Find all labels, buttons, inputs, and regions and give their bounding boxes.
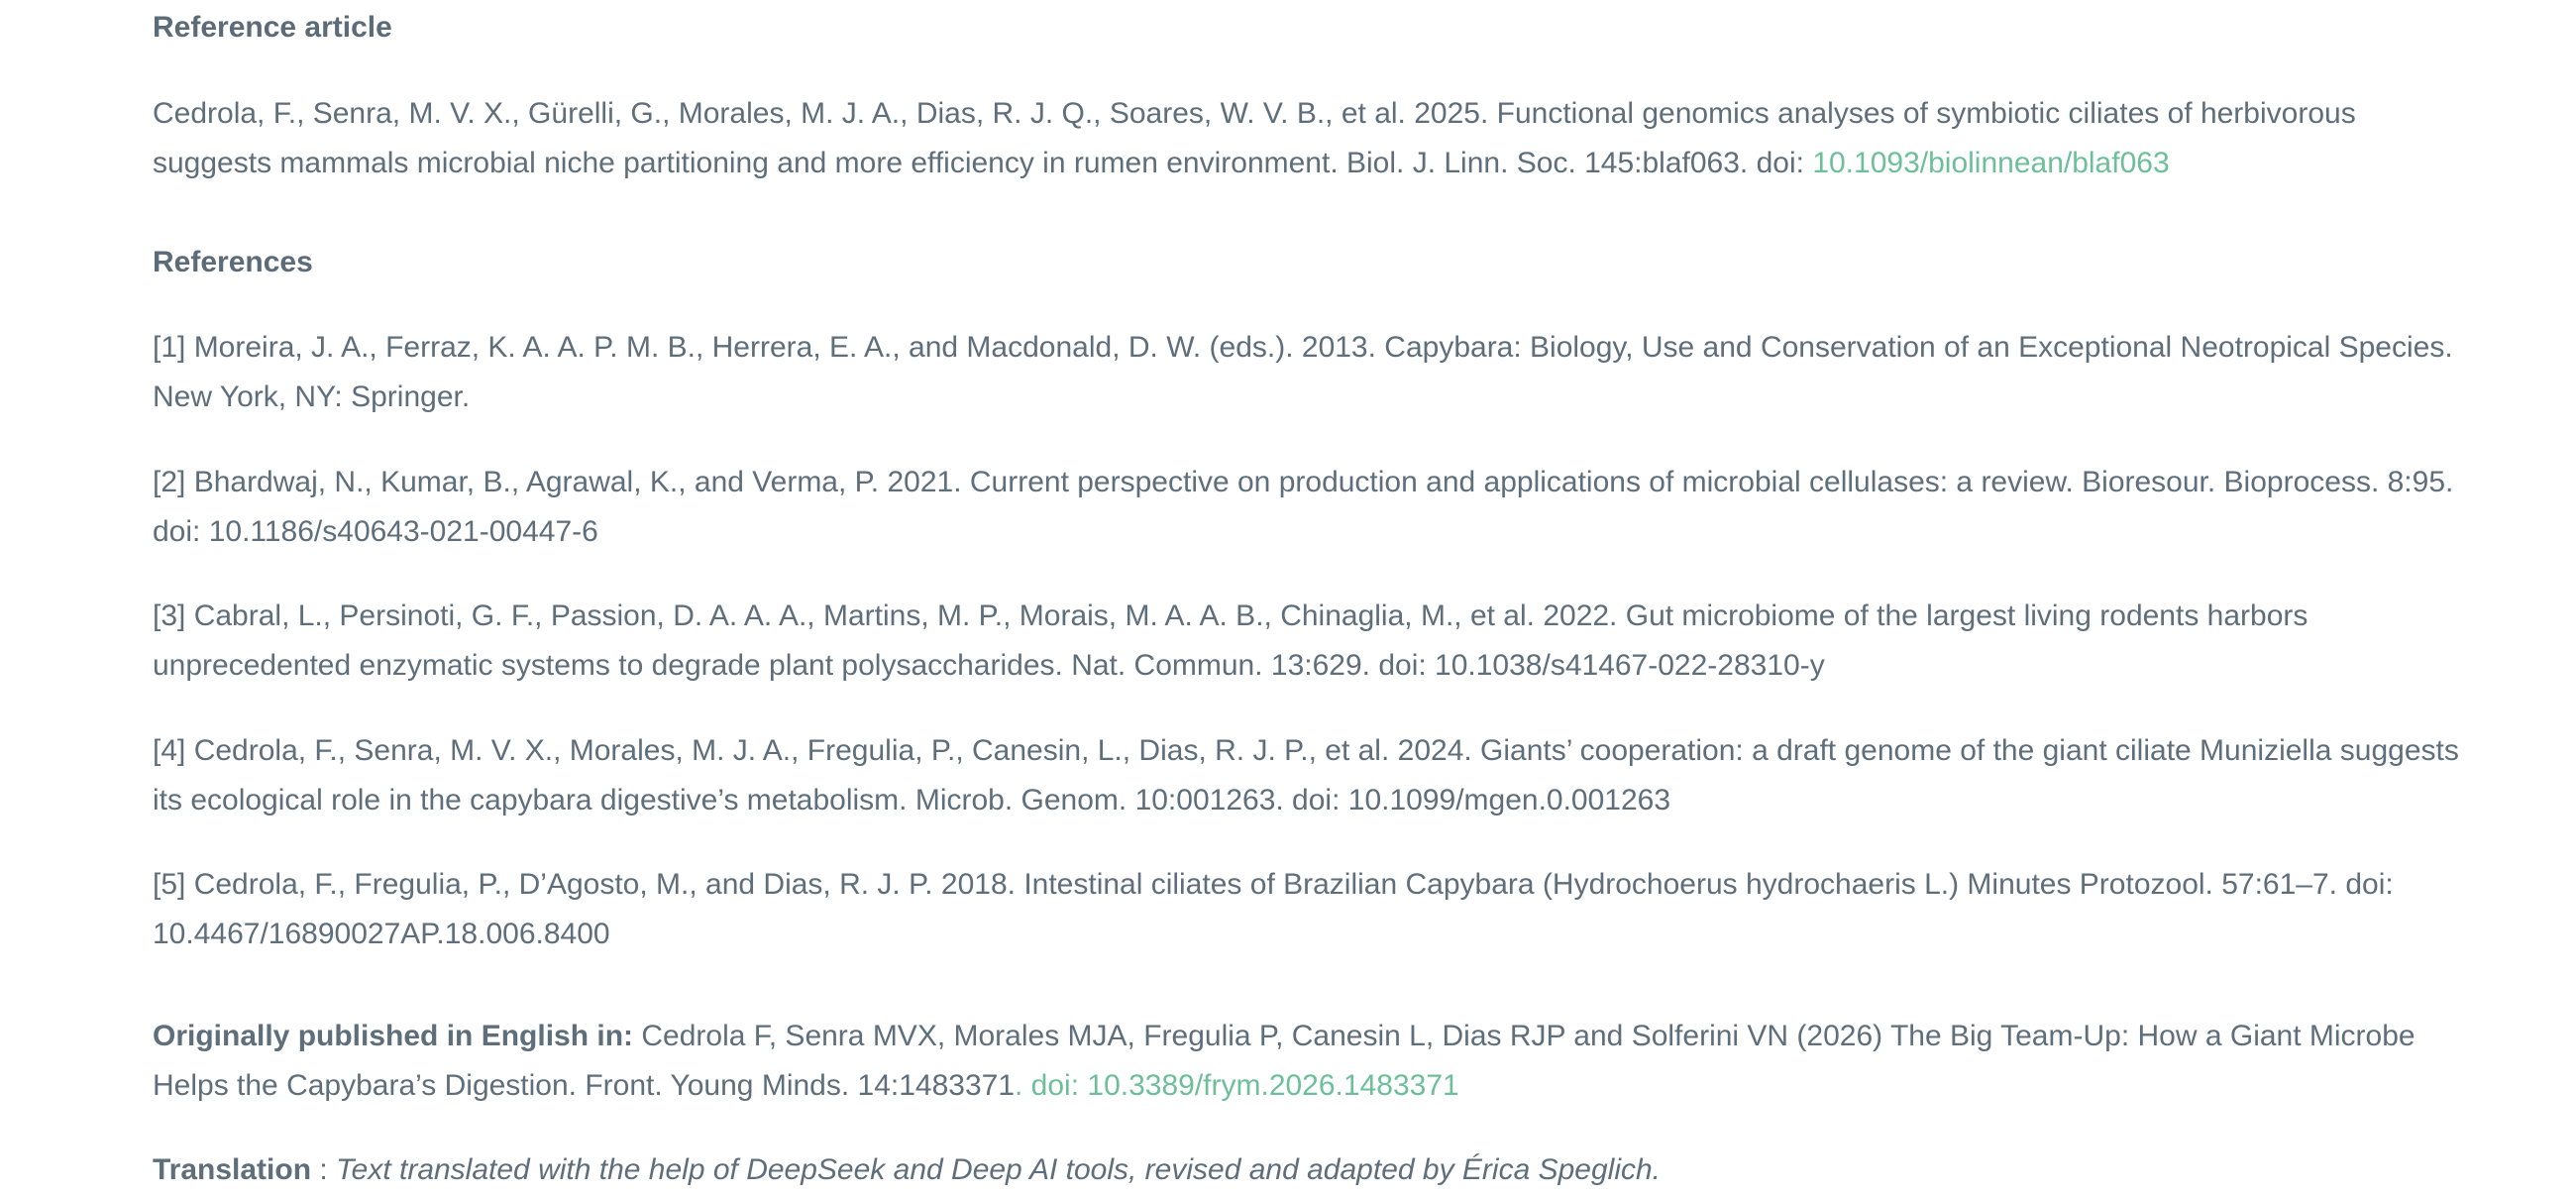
- originally-published-doi-link[interactable]: . doi: 10.3389/frym.2026.1483371: [1015, 1069, 1459, 1102]
- reference-article-heading: Reference article: [153, 11, 392, 44]
- translation-note: [153, 1145, 2471, 1195]
- originally-published-text: Cedrola F, Senra MVX, Morales MJA, Fregulia P, Canesin L, Dias RJP and Solferini VN (2026) The Big Team-Up: How a Giant Microbe Helps the Capybara’s Digestion. Front. Young Minds. 14:1483371: [153, 1020, 2415, 1102]
- translation-text: Text translated with the help of DeepSeek and Deep AI tools, revised and adapted by Érica Speglich.: [336, 1153, 1662, 1186]
- originally-published-label: Originally published in English in:: [153, 1020, 634, 1052]
- reference-item-2: [2] Bhardwaj, N., Kumar, B., Agrawal, K., and Verma, P. 2021. Current perspective on production and applications of microbial cellulases: a review. Bioresour. Bioprocess. 8:95. doi: 10.1186/s40643-021-00447-6: [153, 466, 2454, 548]
- reference-item-3: [3] Cabral, L., Persinoti, G. F., Passion, D. A. A. A., Martins, M. P., Morais, M. A. A. B., Chinaglia, M., et al. 2022. Gut microbiome of the largest living rodents harbors unprecedented enzymatic systems to degrade plant polysaccharides. Nat. Commun. 13:629. doi: 10.1038/s41467-022-28310-y: [153, 599, 2308, 682]
- translation-label: Translation: [153, 1153, 312, 1186]
- reference-article-citation: [153, 89, 2471, 188]
- translation-separator: :: [311, 1153, 337, 1186]
- reference-item-4: [4] Cedrola, F., Senra, M. V. X., Morales, M. J. A., Fregulia, P., Canesin, L., Dias, R. J. P., et al. 2024. Giants’ cooperation: a draft genome of the giant ciliate Muniziella suggests its ecological role in the capybara digestive’s metabolism. Microb. Genom. 10:001263. doi: 10.1099/mgen.0.001263: [153, 734, 2459, 816]
- reference-item-5: [5] Cedrola, F., Fregulia, P., D’Agosto, M., and Dias, R. J. P. 2018. Intestinal ciliates of Brazilian Capybara (Hydrochoerus hydrochaeris L.) Minutes Protozool. 57:61–7. doi: 10.4467/16890027AP.18.006.8400: [153, 868, 2394, 950]
- reference-item-1: [1] Moreira, J. A., Ferraz, K. A. A. P. M. B., Herrera, E. A., and Macdonald, D. W. (eds.). 2013. Capybara: Biology, Use and Conservation of an Exceptional Neotropical Species. New York, NY: Springer.: [153, 331, 2453, 413]
- reference-article-text: Cedrola, F., Senra, M. V. X., Gürelli, G., Morales, M. J. A., Dias, R. J. Q., Soares, W. V. B., et al. 2025. Functional genomics analyses of symbiotic ciliates of herbivorous suggests mammals microbial niche partitioning and more efficiency in rumen environment. Biol. J. Linn. Soc. 145:blaf063. doi:: [153, 97, 2356, 179]
- reference-article-doi-link[interactable]: 10.1093/biolinnean/blaf063: [1812, 147, 2170, 179]
- originally-published-note: [153, 1012, 2471, 1111]
- references-heading: References: [153, 246, 313, 278]
